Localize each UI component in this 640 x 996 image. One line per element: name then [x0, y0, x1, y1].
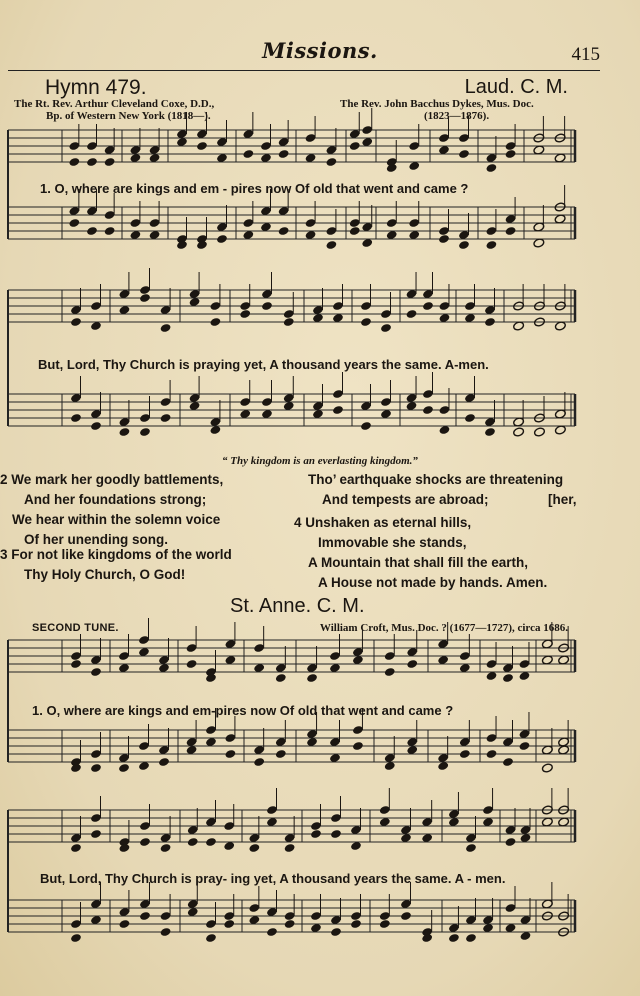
verse-line: And tempests are abroad;	[322, 492, 489, 507]
author-credit-line2: Bp. of Western New York (1818—).	[46, 110, 211, 122]
notehead	[160, 927, 172, 937]
notehead	[68, 157, 80, 167]
composer-credit-line2: (1823—1876).	[424, 110, 490, 122]
notehead	[306, 673, 318, 683]
notehead	[406, 309, 418, 319]
notehead	[70, 317, 82, 327]
notehead	[464, 413, 476, 423]
second-tune-lyrics-line2: But, Lord, Thy Church is pray- ing yet, A thousand years the same. A - men.	[40, 871, 506, 886]
second-tune-composer: William Croft, Mus. Doc. ? (1677—1727), circa 1686.	[319, 622, 568, 634]
notehead	[380, 323, 392, 333]
notehead	[448, 933, 460, 943]
notehead	[139, 837, 151, 847]
notehead	[459, 749, 471, 759]
notehead	[505, 837, 517, 847]
notehead	[266, 927, 278, 937]
notehead	[242, 149, 254, 159]
notehead	[196, 141, 208, 151]
notehead	[465, 843, 477, 853]
notehead	[519, 741, 531, 751]
verse-line: And her foundations strong;	[24, 492, 207, 507]
notehead	[70, 659, 82, 669]
notehead	[502, 757, 514, 767]
notehead	[186, 659, 198, 669]
notehead	[332, 405, 344, 415]
notehead	[283, 317, 295, 327]
notehead	[278, 149, 290, 159]
verse-line: A House not made by hands. Amen.	[318, 575, 548, 590]
verse-line: 2 We mark her goodly battlements,	[0, 472, 224, 487]
notehead	[484, 427, 496, 437]
notehead	[275, 749, 287, 759]
notehead	[384, 667, 396, 677]
notehead	[90, 829, 102, 839]
composer-credit-line1: The Rev. John Bacchus Dykes, Mus. Doc.	[340, 98, 534, 110]
notehead	[502, 673, 514, 683]
notehead	[349, 226, 361, 236]
notehead	[261, 301, 273, 311]
verse-2	[0, 470, 223, 550]
notehead	[379, 919, 391, 929]
notehead	[118, 919, 130, 929]
section-title: Missions.	[262, 38, 378, 63]
notehead	[216, 234, 228, 244]
verse-line: Immovable she stands,	[318, 535, 467, 550]
epigraph: “ Thy kingdom is an everlasting kingdom.”	[222, 455, 418, 467]
notehead	[438, 234, 450, 244]
verse-3b-turnover: [her,	[548, 492, 577, 507]
notehead	[349, 141, 361, 151]
notehead	[486, 749, 498, 759]
notehead	[360, 317, 372, 327]
verse-3b	[308, 470, 563, 510]
notehead	[104, 157, 116, 167]
notehead	[139, 911, 151, 921]
notehead	[284, 843, 296, 853]
notehead	[70, 843, 82, 853]
notehead	[86, 226, 98, 236]
notehead	[352, 741, 364, 751]
notehead	[160, 323, 172, 333]
second-tune-name: St. Anne. C. M.	[230, 595, 365, 617]
verse-line: We hear within the solemn voice	[12, 512, 221, 527]
verse-line: Of her unending song.	[24, 532, 168, 547]
notehead	[70, 413, 82, 423]
notehead	[284, 919, 296, 929]
notehead	[458, 240, 470, 250]
notehead	[325, 157, 337, 167]
notehead	[118, 763, 130, 773]
notehead	[158, 757, 170, 767]
verse-line: Thy Holy Church, O God!	[24, 567, 186, 582]
notehead	[90, 667, 102, 677]
notehead	[205, 933, 217, 943]
notehead	[330, 927, 342, 937]
notehead	[458, 149, 470, 159]
notehead	[223, 919, 235, 929]
notehead	[68, 218, 80, 228]
verse-4	[294, 513, 547, 593]
notehead	[139, 427, 151, 437]
notehead	[400, 911, 412, 921]
hymn-number: Hymn 479.	[45, 76, 147, 99]
notehead	[278, 226, 290, 236]
notehead	[209, 317, 221, 327]
notehead	[160, 413, 172, 423]
notehead	[248, 843, 260, 853]
notehead	[325, 240, 337, 250]
notehead	[484, 317, 496, 327]
notehead	[139, 293, 151, 303]
second-tune-lyrics-line1: 1. O, where are kings and em-pires now Of old that went and came ?	[32, 703, 454, 718]
notehead	[360, 421, 372, 431]
notehead	[310, 829, 322, 839]
tune-name: Laud. C. M.	[464, 76, 568, 98]
notehead	[505, 226, 517, 236]
notehead	[90, 421, 102, 431]
notehead	[86, 157, 98, 167]
verse-3a	[0, 545, 232, 585]
notehead	[275, 673, 287, 683]
notehead	[422, 405, 434, 415]
hymn-lyrics-line2: But, Lord, Thy Church is praying yet, A thousand years the same. A-men.	[38, 357, 489, 372]
notehead	[505, 149, 517, 159]
second-tune-label: SECOND TUNE.	[32, 622, 119, 634]
notehead	[118, 427, 130, 437]
notehead	[70, 933, 82, 943]
notehead	[485, 240, 497, 250]
page-number: 415	[571, 44, 600, 65]
notehead	[90, 763, 102, 773]
notehead	[406, 659, 418, 669]
notehead	[224, 749, 236, 759]
notehead	[422, 301, 434, 311]
verse-line: 4 Unshaken as eternal hills,	[294, 515, 472, 530]
notehead	[187, 837, 199, 847]
notehead	[205, 837, 217, 847]
author-credit-line1: The Rt. Rev. Arthur Cleveland Coxe, D.D.,	[14, 98, 215, 110]
hymn-lyrics-line1: 1. O, where are kings and em - pires now Of old that went and came ?	[40, 181, 469, 196]
notehead	[513, 427, 525, 437]
notehead	[541, 763, 553, 773]
notehead	[239, 309, 251, 319]
notehead	[160, 843, 172, 853]
notehead	[253, 757, 265, 767]
verse-line: A Mountain that shall fill the earth,	[308, 555, 529, 570]
verse-line: 3 For not like kingdoms of the world	[0, 547, 232, 562]
notehead	[465, 933, 477, 943]
notehead	[350, 919, 362, 929]
notehead	[534, 427, 546, 437]
notehead	[485, 163, 497, 173]
notehead	[330, 829, 342, 839]
notehead	[104, 226, 116, 236]
verse-line: Tho’ earthquake shocks are threatening	[308, 472, 564, 487]
